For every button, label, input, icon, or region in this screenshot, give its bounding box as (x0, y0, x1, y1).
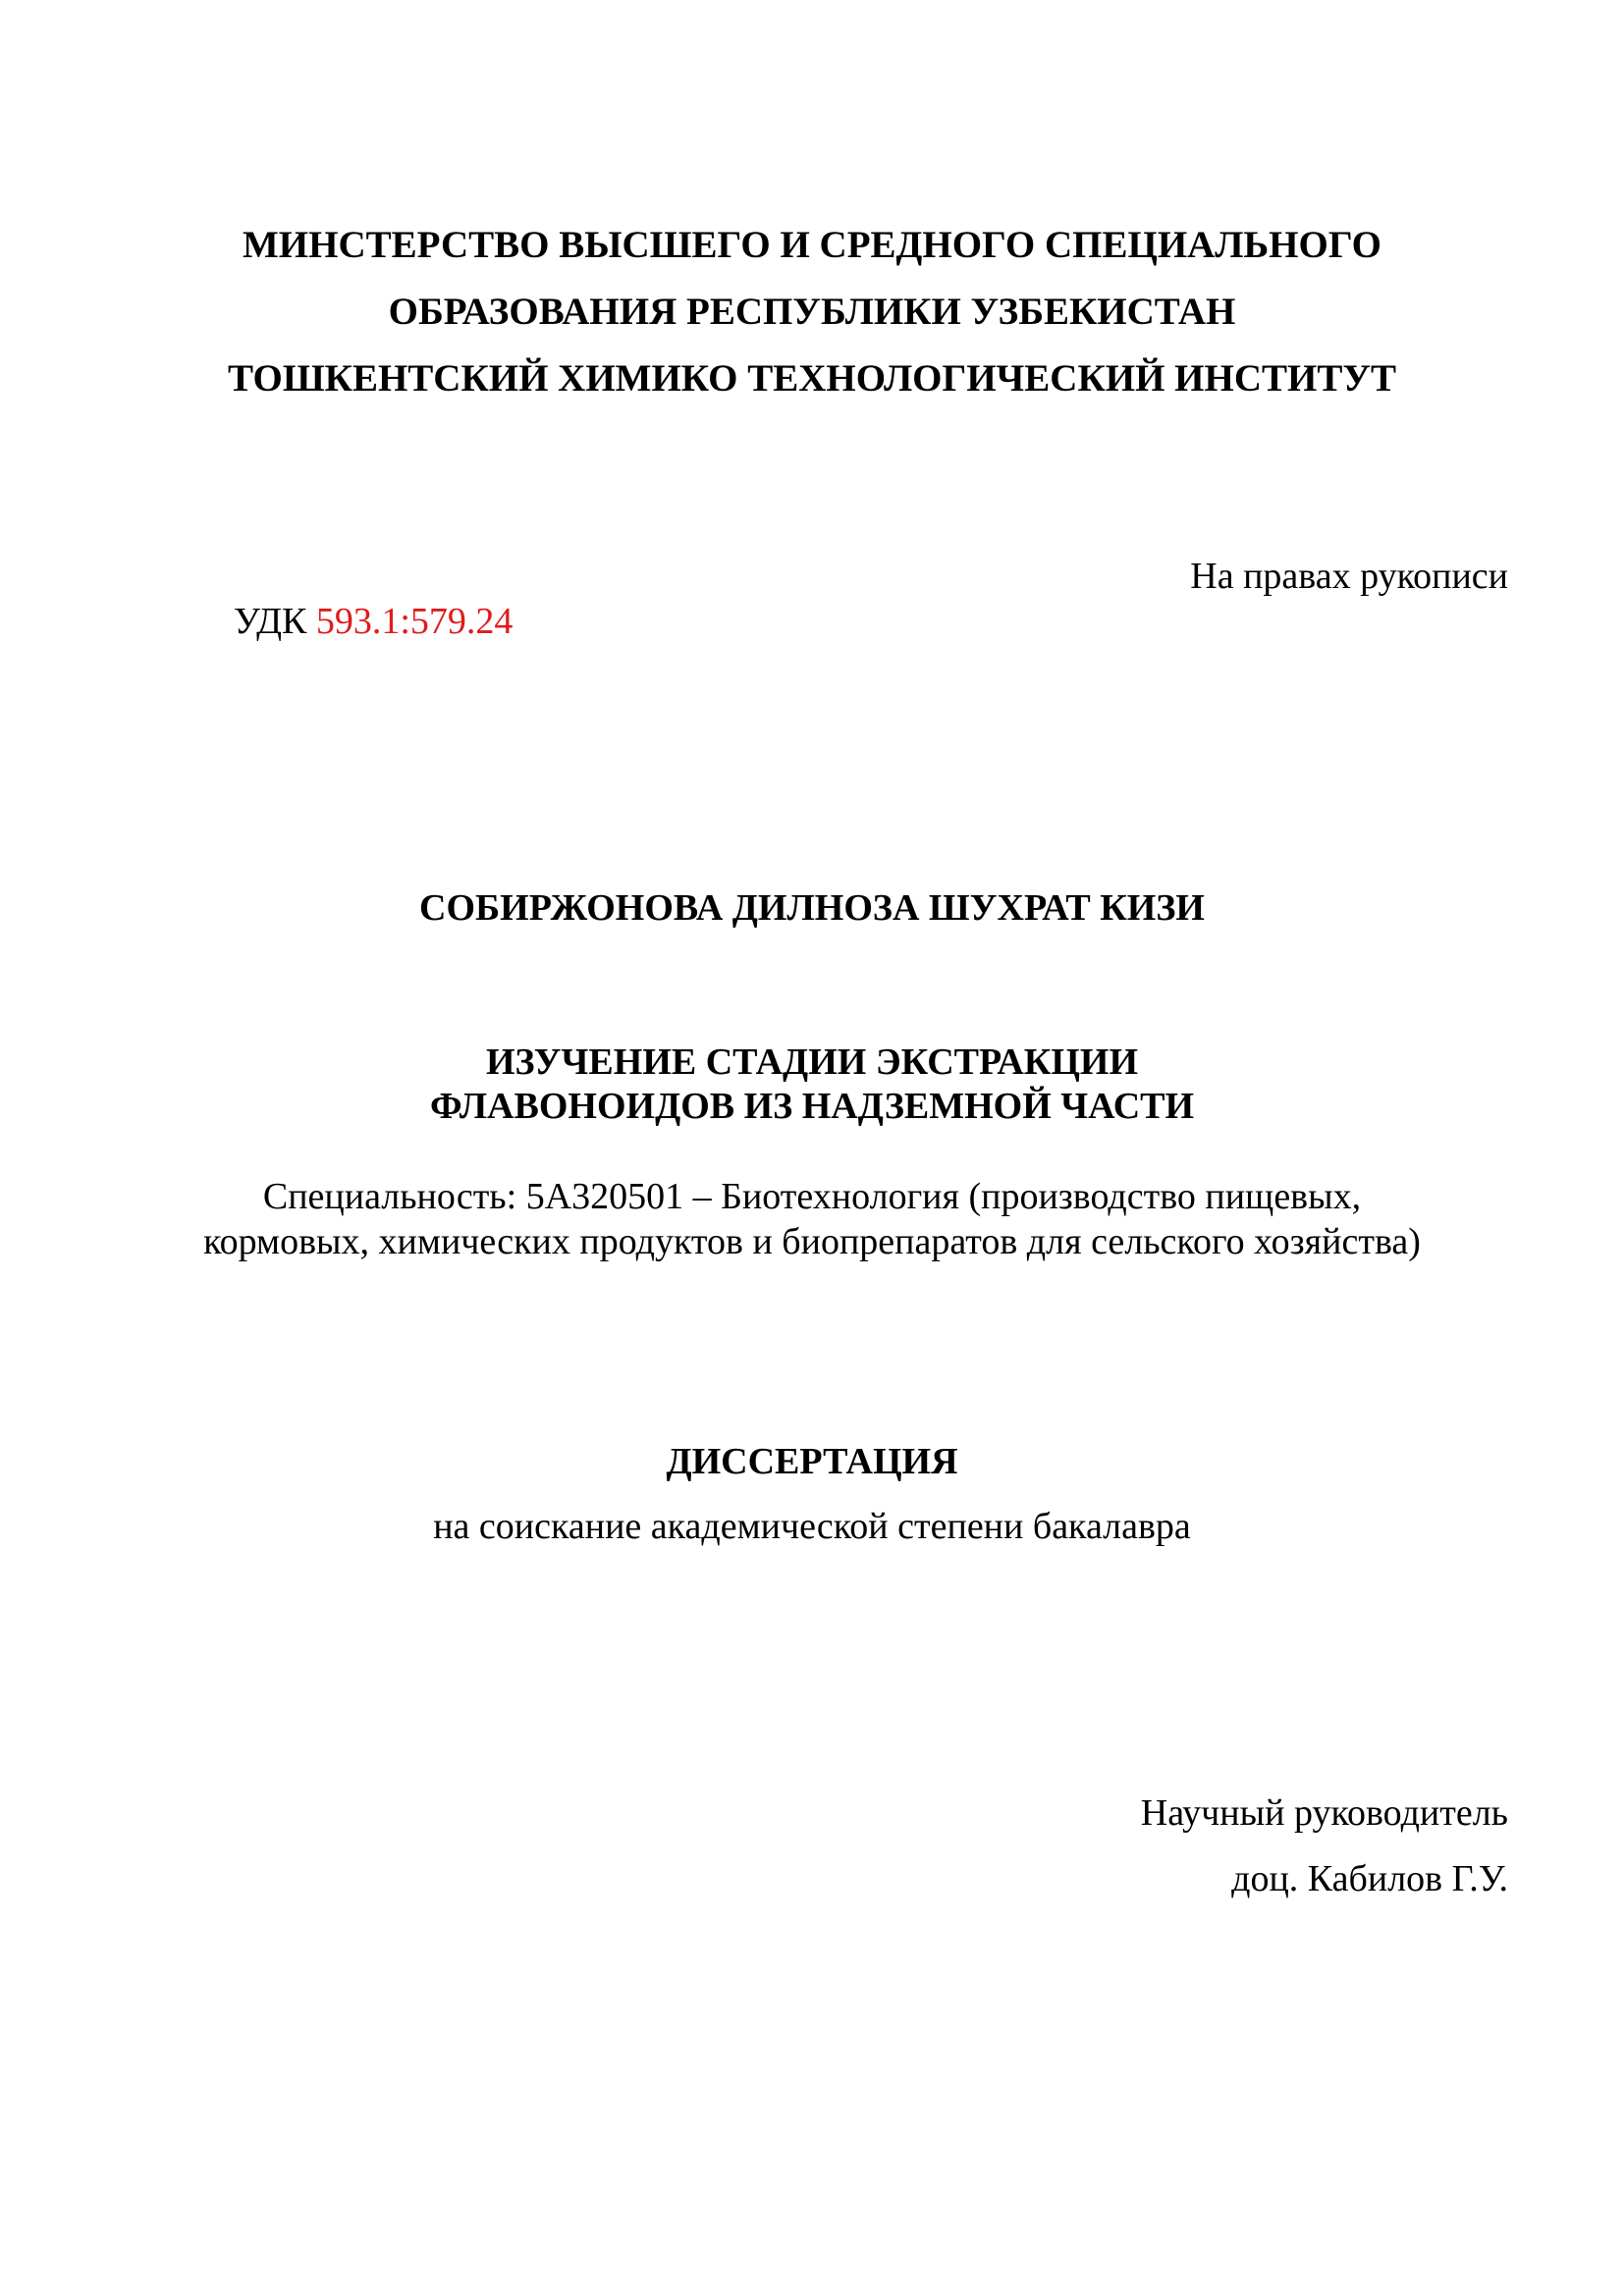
supervisor-label: Научный руководитель (1140, 1792, 1508, 1834)
ministry-line-2: ОБРАЗОВАНИЯ РЕСПУБЛИКИ УЗБЕКИСТАН (388, 291, 1236, 333)
author-name: СОБИРЖОНОВА ДИЛНОЗА ШУХРАТ КИЗИ (419, 887, 1205, 929)
title-line-2: ФЛАВОНОИДОВ ИЗ НАДЗЕМНОЙ ЧАСТИ (429, 1086, 1195, 1127)
udk-label: УДК (234, 601, 316, 642)
title-line-1: ИЗУЧЕНИЕ СТАДИИ ЭКСТРАКЦИИ (485, 1041, 1139, 1083)
institute-line: ТОШКЕНТСКИЙ ХИМИКО ТЕХНОЛОГИЧЕСКИЙ ИНСТИТУТ (228, 357, 1396, 400)
specialty-line-2: кормовых, химических продуктов и биопрепаратов для сельского хозяйства) (203, 1221, 1421, 1262)
supervisor-name: доц. Кабилов Г.У. (1231, 1858, 1508, 1899)
udk-line (234, 603, 513, 640)
dissertation-heading: ДИССЕРТАЦИЯ (666, 1441, 958, 1482)
dissertation-subheading: на соискание академической степени бакалавра (433, 1506, 1191, 1547)
udk-code: 593.1:579.24 (315, 601, 514, 642)
specialty-line-1: Специальность: 5А320501 – Биотехнология (производство пищевых, (262, 1176, 1362, 1217)
manuscript-note: На правах рукописи (1190, 556, 1508, 597)
ministry-line-1: МИНСТЕРСТВО ВЫСШЕГО И СРЕДНОГО СПЕЦИАЛЬНОГО (242, 224, 1382, 266)
